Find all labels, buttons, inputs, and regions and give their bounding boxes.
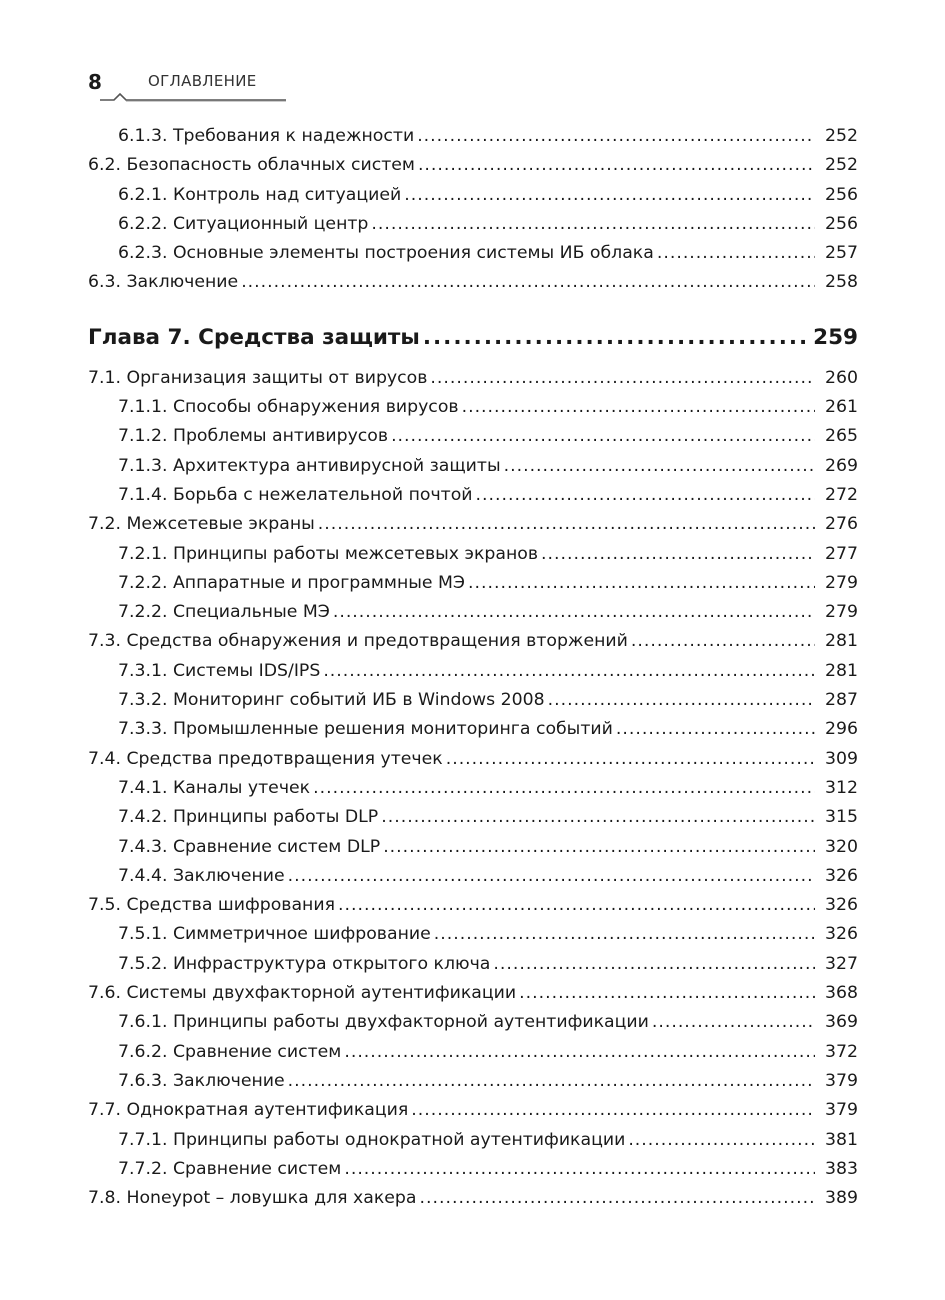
entry-page: 256 <box>825 213 858 234</box>
entry-page: 315 <box>825 807 858 828</box>
toc-section-entry[interactable] <box>88 627 858 656</box>
dot-leader <box>344 1038 815 1067</box>
toc-subsection-entry[interactable] <box>88 422 858 451</box>
toc-subsection-entry[interactable] <box>88 1008 858 1037</box>
dot-leader <box>504 452 815 481</box>
toc-subsection-entry[interactable] <box>88 950 858 979</box>
toc-section-entry[interactable] <box>88 979 858 1008</box>
toc-subsection-entry[interactable] <box>88 1155 858 1184</box>
toc-subsection-entry[interactable] <box>88 803 858 832</box>
entry-page: 277 <box>825 543 858 564</box>
entry-page: 369 <box>825 1012 858 1033</box>
entry-page: 252 <box>825 126 858 146</box>
dot-leader <box>434 920 815 949</box>
toc-subsection-entry[interactable] <box>88 393 858 422</box>
dot-leader <box>616 715 815 744</box>
entry-title: 7.4.3. Сравнение систем DLP <box>118 836 381 857</box>
dot-leader <box>468 569 815 598</box>
entry-title: 7.6.1. Принципы работы двухфакторной аутентификации <box>118 1012 649 1033</box>
toc-section-entry[interactable] <box>88 268 858 297</box>
toc-subsection-entry[interactable] <box>88 833 858 862</box>
entry-page: 269 <box>825 455 858 476</box>
dot-leader <box>548 686 815 715</box>
chapter-title: Глава 7. Средства защиты <box>88 324 420 350</box>
toc-subsection-entry[interactable] <box>88 481 858 510</box>
entry-page: 279 <box>825 602 858 623</box>
entry-title: 6.3. Заключение <box>88 272 239 293</box>
entry-title: 7.1.3. Архитектура антивирусной защиты <box>118 455 501 476</box>
page-header <box>88 66 288 106</box>
toc-subsection-entry[interactable] <box>88 239 858 268</box>
entry-title: 7.3.2. Мониторинг событий ИБ в Windows 2008 <box>118 690 545 711</box>
entry-title: 7.7. Однократная аутентификация <box>88 1100 409 1121</box>
entry-page: 279 <box>825 572 858 593</box>
entry-page: 256 <box>825 184 858 205</box>
entry-title: 6.1.3. Требования к надежности <box>118 126 415 146</box>
dot-leader <box>333 598 815 627</box>
entry-page: 252 <box>825 155 858 176</box>
running-title: ОГЛАВЛЕНИЕ <box>148 72 257 90</box>
dot-leader <box>411 1096 815 1125</box>
entry-title: 7.6.3. Заключение <box>118 1070 285 1091</box>
chapter-heading[interactable] <box>88 318 858 358</box>
entry-title: 7.6.2. Сравнение систем <box>118 1041 342 1062</box>
entry-title: 7.7.2. Сравнение систем <box>118 1158 342 1179</box>
dot-leader <box>462 393 815 422</box>
toc-section-entry[interactable] <box>88 1184 858 1213</box>
entry-page: 265 <box>825 426 858 447</box>
entry-page: 368 <box>825 983 858 1004</box>
entry-page: 276 <box>825 514 858 535</box>
entry-title: 6.2.1. Контроль над ситуацией <box>118 184 402 205</box>
toc-section-entry[interactable] <box>88 151 858 180</box>
entry-page: 281 <box>825 631 858 652</box>
entry-page: 287 <box>825 690 858 711</box>
entry-title: 6.2. Безопасность облачных систем <box>88 155 415 176</box>
entry-page: 312 <box>825 777 858 798</box>
toc-subsection-entry[interactable] <box>88 452 858 481</box>
entry-title: 7.8. Honeypot – ловушка для хакера <box>88 1188 417 1209</box>
toc-subsection-entry[interactable] <box>88 657 858 686</box>
dot-leader <box>383 833 815 862</box>
dot-leader <box>381 803 815 832</box>
chapter-page: 259 <box>813 324 858 350</box>
entry-title: 7.6. Системы двухфакторной аутентификации <box>88 983 517 1004</box>
toc-subsection-entry[interactable] <box>88 540 858 569</box>
toc-subsection-entry[interactable] <box>88 1126 858 1155</box>
entry-title: 7.5.2. Инфраструктура открытого ключа <box>118 953 491 974</box>
dot-leader <box>652 1008 815 1037</box>
entry-page: 296 <box>825 719 858 740</box>
toc-subsection-entry[interactable] <box>88 181 858 210</box>
dot-leader <box>288 1067 815 1096</box>
dot-leader <box>404 181 815 210</box>
dot-leader <box>657 239 815 268</box>
dot-leader <box>430 364 815 393</box>
toc-subsection-entry[interactable] <box>88 122 858 151</box>
header-rule <box>100 92 286 104</box>
entry-page: 389 <box>825 1188 858 1209</box>
entry-page: 379 <box>825 1100 858 1121</box>
toc-section-7 <box>88 364 858 1214</box>
entry-title: 7.3.1. Системы IDS/IPS <box>118 660 321 681</box>
entry-title: 7.2.2. Специальные МЭ <box>118 602 330 623</box>
entry-page: 281 <box>825 660 858 681</box>
dot-leader <box>241 268 815 297</box>
dot-leader <box>318 510 815 539</box>
entry-page: 272 <box>825 484 858 505</box>
entry-page: 326 <box>825 924 858 945</box>
entry-title: 7.4.1. Каналы утечек <box>118 777 311 798</box>
toc-section-entry[interactable] <box>88 364 858 393</box>
toc-subsection-entry[interactable] <box>88 862 858 891</box>
dot-leader <box>313 774 815 803</box>
toc-section-6 <box>88 122 858 298</box>
entry-title: 7.7.1. Принципы работы однократной аутентификации <box>118 1129 626 1150</box>
entry-title: 7.2.1. Принципы работы межсетевых экранов <box>118 543 539 564</box>
entry-title: 7.2. Межсетевые экраны <box>88 514 315 535</box>
dot-leader <box>323 657 815 686</box>
dot-leader <box>628 1126 815 1155</box>
toc-subsection-entry[interactable] <box>88 1038 858 1067</box>
entry-title: 7.1.2. Проблемы антивирусов <box>118 426 389 447</box>
entry-title: 7.1. Организация защиты от вирусов <box>88 367 428 388</box>
dot-leader <box>631 627 815 656</box>
toc-section-entry[interactable] <box>88 891 858 920</box>
entry-title: 7.3. Средства обнаружения и предотвращения вторжений <box>88 631 628 652</box>
entry-page: 260 <box>825 367 858 388</box>
entry-page: 326 <box>825 895 858 916</box>
toc-subsection-entry[interactable] <box>88 1067 858 1096</box>
entry-title: 7.1.4. Борьба с нежелательной почтой <box>118 484 473 505</box>
entry-page: 327 <box>825 953 858 974</box>
entry-page: 309 <box>825 748 858 769</box>
dot-leader <box>519 979 815 1008</box>
dot-leader <box>493 950 815 979</box>
entry-page: 258 <box>825 272 858 293</box>
entry-title: 7.4.4. Заключение <box>118 865 285 886</box>
entry-page: 326 <box>825 865 858 886</box>
toc-subsection-entry[interactable] <box>88 920 858 949</box>
entry-title: 7.2.2. Аппаратные и программные МЭ <box>118 572 465 593</box>
dot-leader <box>418 151 815 180</box>
entry-page: 372 <box>825 1041 858 1062</box>
toc-subsection-entry[interactable] <box>88 715 858 744</box>
page-number: 8 <box>88 70 102 94</box>
entry-title: 6.2.3. Основные элементы построения системы ИБ облака <box>118 243 654 264</box>
entry-title: 7.5. Средства шифрования <box>88 895 335 916</box>
entry-page: 261 <box>825 397 858 418</box>
entry-title: 6.2.2. Ситуационный центр <box>118 213 369 234</box>
dot-leader <box>344 1155 815 1184</box>
entry-title: 7.3.3. Промышленные решения мониторинга событий <box>118 719 613 740</box>
dot-leader <box>288 862 815 891</box>
toc-subsection-entry[interactable] <box>88 210 858 239</box>
entry-page: 320 <box>825 836 858 857</box>
toc-section-entry[interactable] <box>88 745 858 774</box>
dot-leader <box>417 122 815 151</box>
entry-title: 7.4. Средства предотвращения утечек <box>88 748 443 769</box>
entry-title: 7.4.2. Принципы работы DLP <box>118 807 379 828</box>
dot-leader <box>423 318 810 358</box>
toc-subsection-entry[interactable] <box>88 598 858 627</box>
table-of-contents <box>88 122 858 1213</box>
dot-leader <box>420 1184 816 1213</box>
entry-title: 7.5.1. Симметричное шифрование <box>118 924 431 945</box>
toc-section-entry[interactable] <box>88 1096 858 1125</box>
toc-subsection-entry[interactable] <box>88 686 858 715</box>
dot-leader <box>338 891 815 920</box>
entry-page: 379 <box>825 1070 858 1091</box>
entry-page: 381 <box>825 1129 858 1150</box>
entry-title: 7.1.1. Способы обнаружения вирусов <box>118 397 459 418</box>
dot-leader <box>476 481 815 510</box>
entry-page: 257 <box>825 243 858 264</box>
dot-leader <box>541 540 815 569</box>
dot-leader <box>391 422 815 451</box>
entry-page: 383 <box>825 1158 858 1179</box>
toc-section-entry[interactable] <box>88 510 858 539</box>
toc-subsection-entry[interactable] <box>88 774 858 803</box>
dot-leader <box>371 210 815 239</box>
toc-subsection-entry[interactable] <box>88 569 858 598</box>
dot-leader <box>446 745 815 774</box>
